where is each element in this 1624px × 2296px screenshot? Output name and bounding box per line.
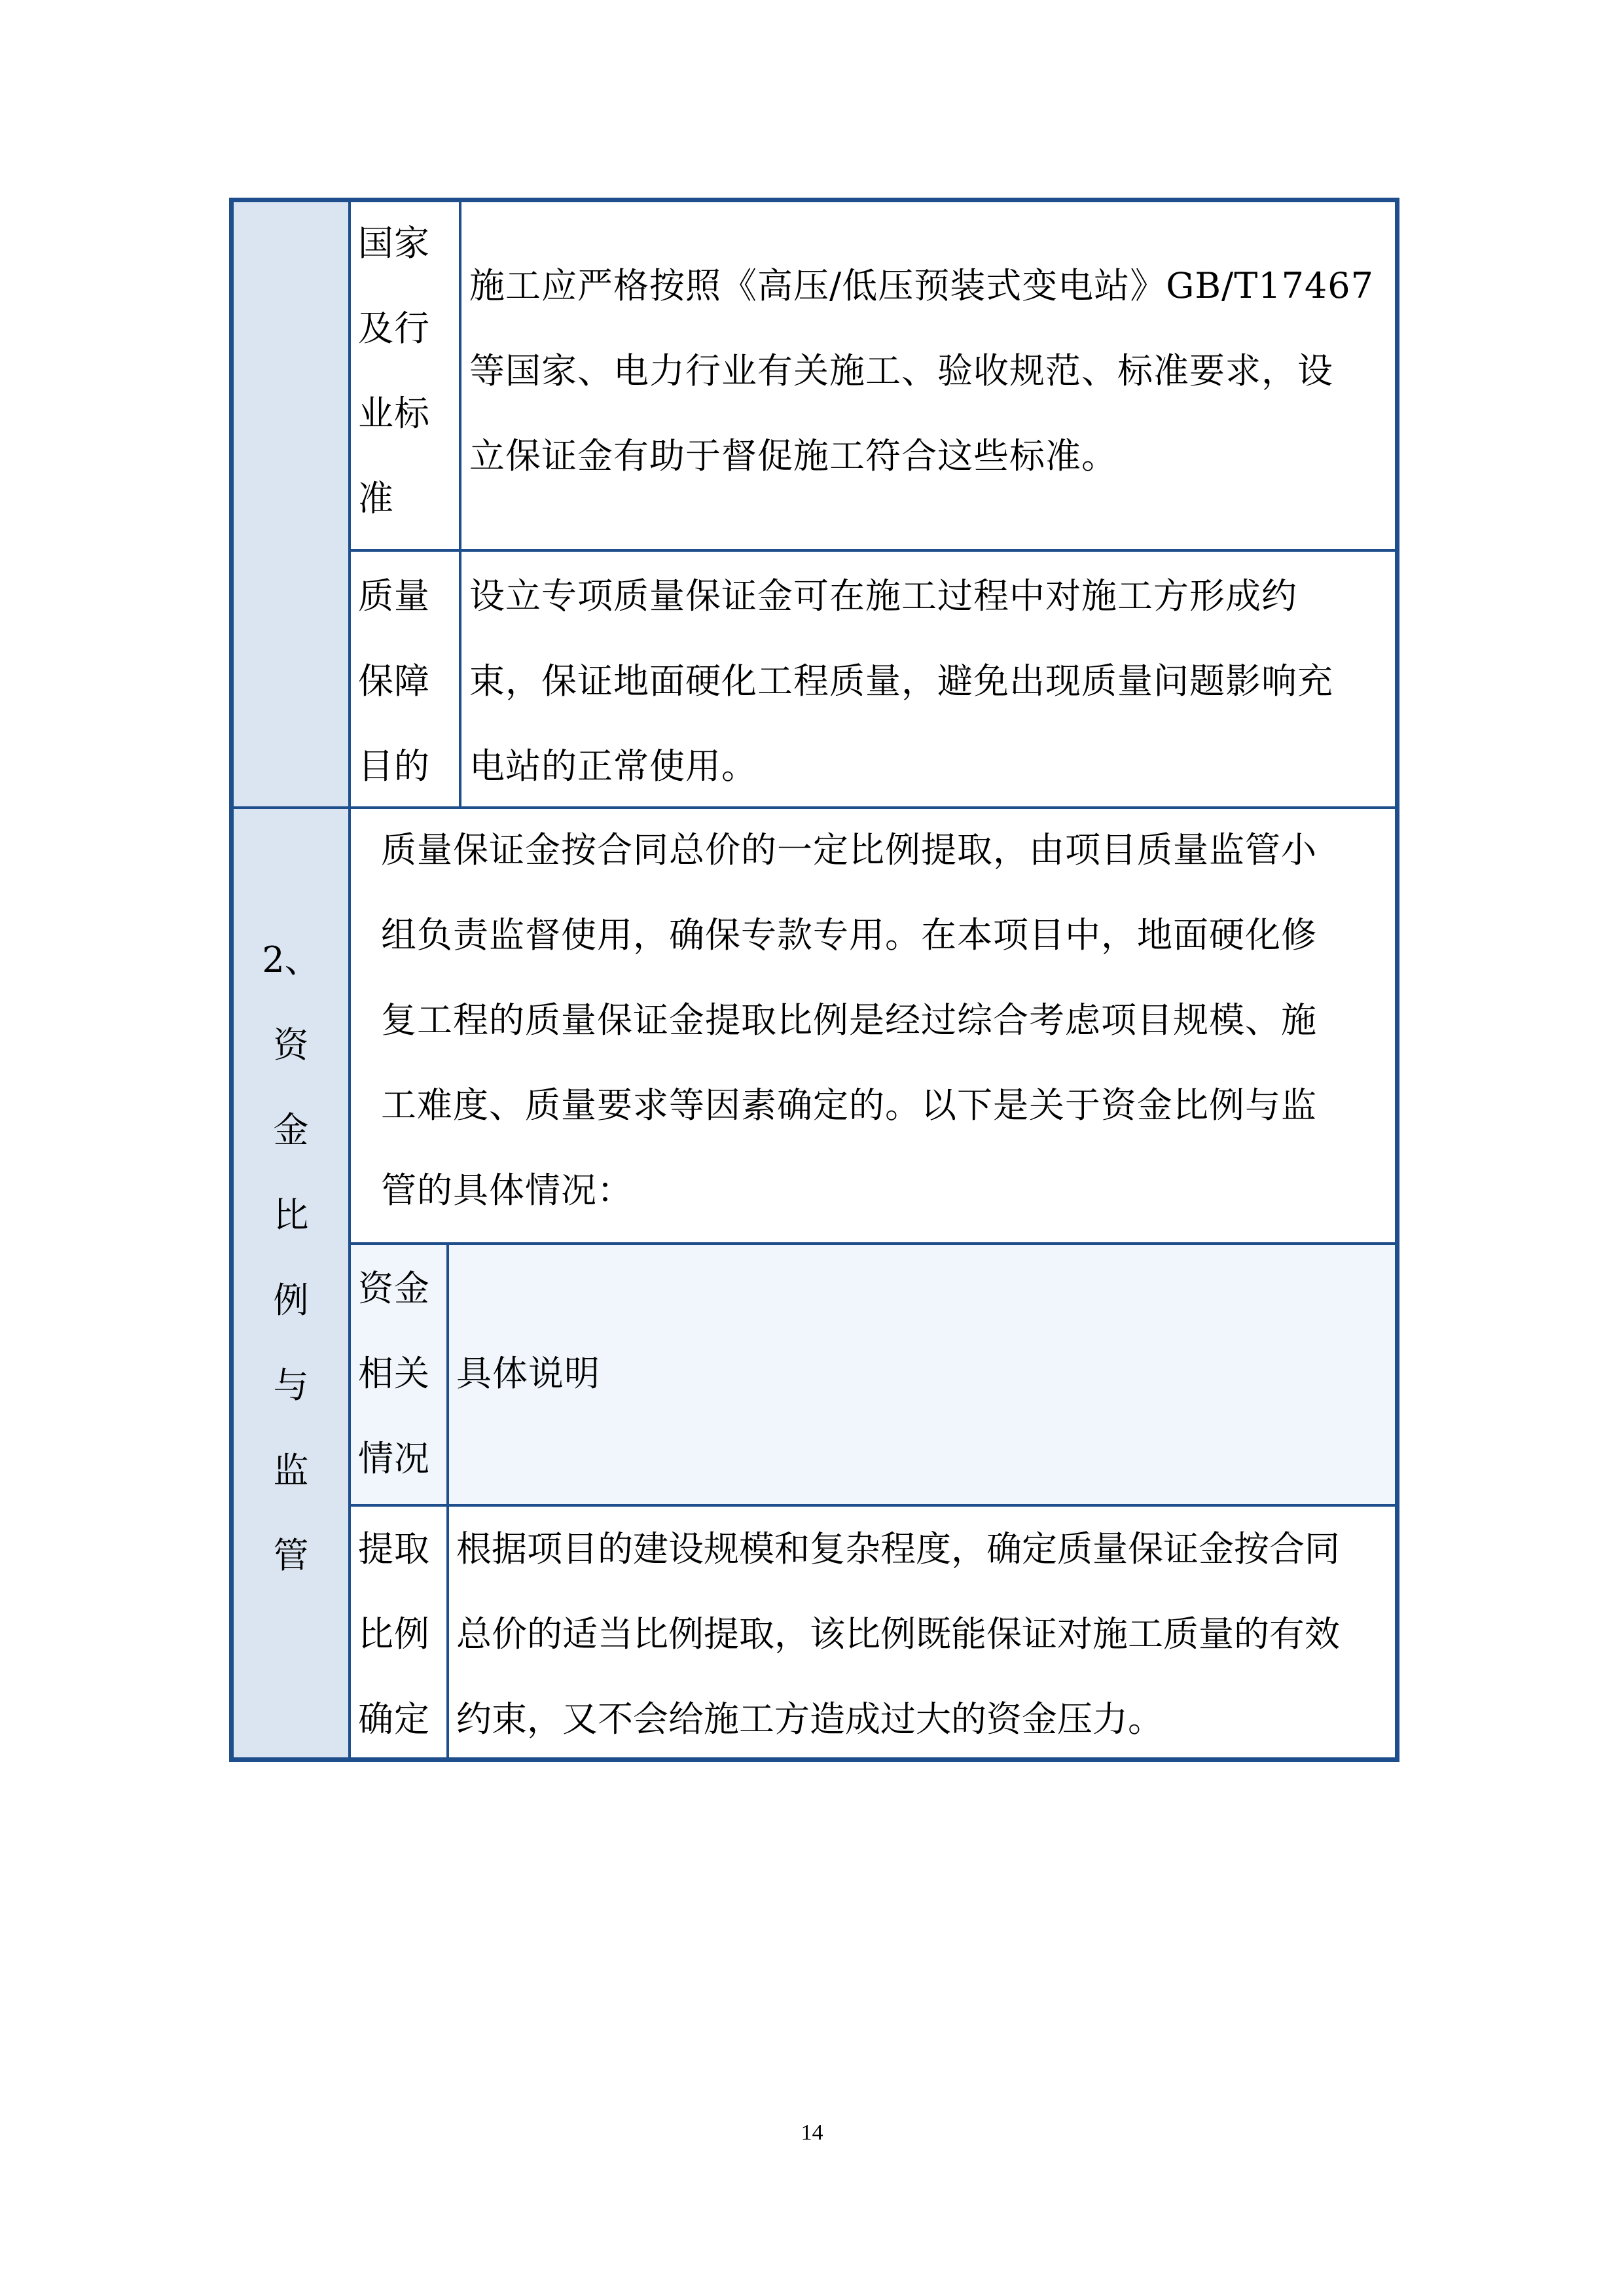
- subtable-header-value: 具体说明: [456, 1353, 600, 1394]
- divider-row-1: [459, 202, 461, 552]
- section-2-intro: 质量保证金按合同总价的一定比例提取，由项目质量监管小 组负责监督使用，确保专款专用。在本项目中，地面硬化修 复工程的质量保证金提取比例是经过综合考虑项目规模、施 工难度、质量要求等因素确定的。以下是关于资金比例与监 管的具体情况：: [381, 829, 1317, 1211]
- row-1-text: 施工应严格按照《高压/低压预装式变电站》GB/T17467 等国家、电力行业有关施工、验收规范、标准要求，设 立保证金有助于督促施工符合这些标准。: [469, 265, 1375, 476]
- subtable-row-text: 根据项目的建设规模和复杂程度，确定质量保证金按合同 总价的适当比例提取，该比例既能保证对施工质量的有效 约束，又不会给施工方造成过大的资金压力。: [456, 1528, 1340, 1740]
- section-2-label: 2、 资 金 比 例 与 监 管: [262, 939, 320, 1576]
- divider-side: [348, 202, 351, 1757]
- page-number: 14: [801, 2121, 823, 2145]
- divider-row-2: [459, 549, 461, 809]
- row-2-label: 质量 保障 目的: [358, 575, 430, 787]
- subtable-header-label: 资金 相关 情况: [358, 1268, 430, 1479]
- table-frame: [229, 198, 1399, 1762]
- row-2-text: 设立专项质量保证金可在施工过程中对施工方形成约 束，保证地面硬化工程质量，避免出现质量问题影响充 电站的正常使用。: [469, 575, 1333, 787]
- hline-1: [348, 549, 1395, 552]
- hline-subheader: [348, 1242, 1395, 1245]
- row-1-label: 国家 及行 业标 准: [358, 223, 430, 519]
- subtable-row-label: 提取 比例 确定: [358, 1528, 430, 1740]
